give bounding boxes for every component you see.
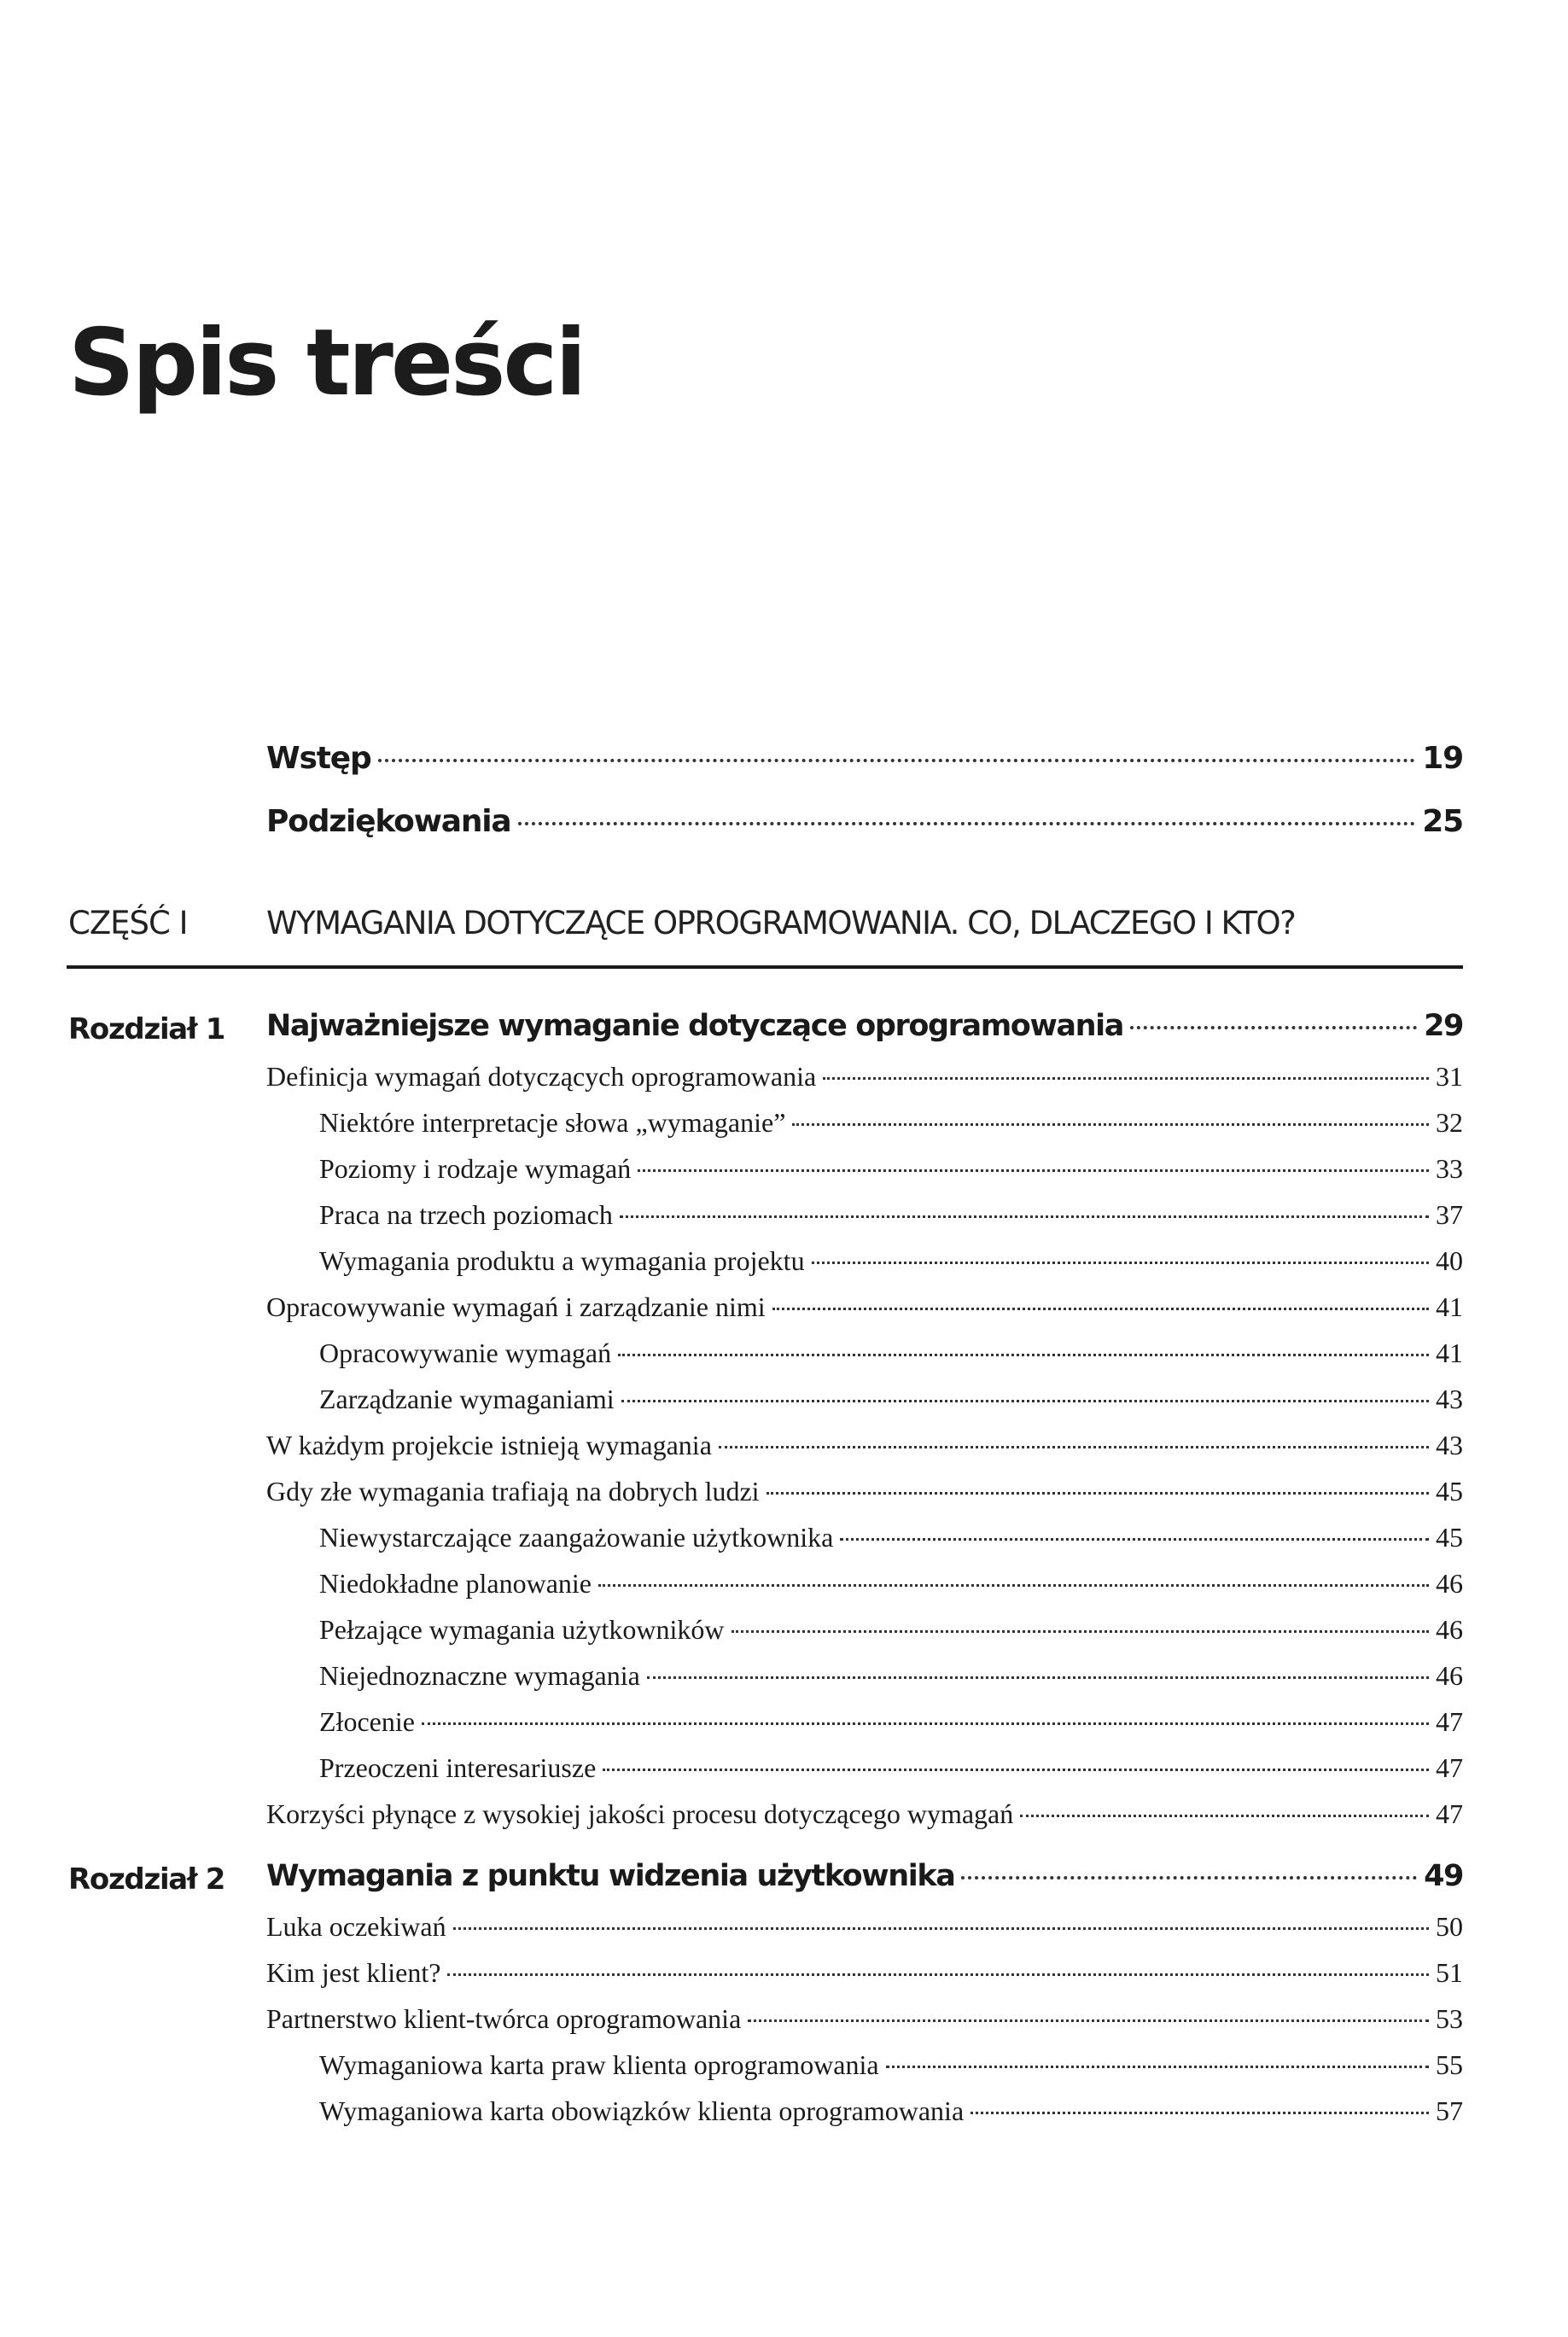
section-title: Opracowywanie wymagań i zarządzanie nimi (266, 1291, 766, 1322)
toc-entry-title: Wstęp (266, 741, 371, 776)
dot-leader (1020, 1815, 1429, 1817)
chapter-page: 49 (1424, 1859, 1463, 1893)
dot-leader (823, 1077, 1429, 1080)
section-page: 31 (1436, 1061, 1463, 1092)
toc-section[interactable] (266, 1476, 1463, 1513)
section-title: Niejednoznaczne wymagania (319, 1660, 640, 1691)
dot-leader (1130, 1026, 1417, 1029)
dot-leader (621, 1400, 1429, 1402)
section-page: 43 (1436, 1430, 1463, 1460)
dot-leader (971, 2112, 1429, 2114)
section-title: Wymaganiowa karta praw klienta oprogramowania (319, 2049, 879, 2080)
toc-entry-wstep[interactable] (266, 741, 1463, 784)
section-page: 43 (1436, 1384, 1463, 1414)
chapter-label: Rozdział 1 (68, 1012, 225, 1046)
toc-subsection[interactable] (319, 1384, 1463, 1421)
section-page: 50 (1436, 1911, 1463, 1942)
section-title: Poziomy i rodzaje wymagań (319, 1153, 632, 1184)
dot-leader (767, 1492, 1429, 1495)
toc-section[interactable] (266, 2003, 1463, 2041)
toc-section[interactable] (266, 1957, 1463, 1995)
section-page: 41 (1436, 1338, 1463, 1368)
toc-section[interactable] (266, 1911, 1463, 1949)
section-title: Definicja wymagań dotyczących oprogramowania (266, 1061, 817, 1092)
toc-subsection[interactable] (319, 1522, 1463, 1559)
section-page: 37 (1436, 1199, 1463, 1230)
dot-leader (618, 1354, 1429, 1356)
dot-leader (518, 822, 1416, 825)
section-title: W każdym projekcie istnieją wymagania (266, 1430, 712, 1460)
section-title: Pełzające wymagania użytkowników (319, 1614, 725, 1645)
chapter-label: Rozdział 2 (68, 1862, 225, 1897)
toc-subsection[interactable] (319, 1614, 1463, 1652)
section-title: Praca na trzech poziomach (319, 1199, 613, 1230)
section-page: 41 (1436, 1291, 1463, 1322)
dot-leader (603, 1769, 1429, 1771)
dot-leader (792, 1123, 1429, 1126)
toc-subsection[interactable] (319, 1245, 1463, 1283)
section-page: 46 (1436, 1660, 1463, 1691)
section-title: Opracowywanie wymagań (319, 1338, 612, 1368)
section-page: 46 (1436, 1614, 1463, 1645)
chapter-title: Wymagania z punktu widzenia użytkownika (266, 1859, 955, 1893)
dot-leader (647, 1676, 1429, 1679)
dot-leader (620, 1215, 1429, 1218)
section-page: 40 (1436, 1245, 1463, 1276)
section-title: Luka oczekiwań (266, 1911, 446, 1942)
toc-entry-title: Podziękowania (266, 804, 511, 839)
toc-subsection[interactable] (319, 2049, 1463, 2087)
section-page: 32 (1436, 1107, 1463, 1138)
section-page: 47 (1436, 1798, 1463, 1829)
dot-leader (422, 1722, 1429, 1725)
section-page: 47 (1436, 1706, 1463, 1737)
section-title: Złocenie (319, 1706, 415, 1737)
toc-subsection[interactable] (319, 1568, 1463, 1606)
dot-leader (598, 1584, 1429, 1587)
dot-leader (378, 759, 1416, 762)
part-divider (67, 965, 1463, 969)
section-title: Kim jest klient? (266, 1957, 441, 1988)
section-title: Zarządzanie wymaganiami (319, 1384, 615, 1414)
section-title: Niewystarczające zaangażowanie użytkownika (319, 1522, 834, 1553)
toc-section[interactable] (266, 1798, 1463, 1836)
dot-leader (961, 1876, 1417, 1880)
section-page: 33 (1436, 1153, 1463, 1184)
toc-subsection[interactable] (319, 2095, 1463, 2133)
toc-subsection[interactable] (319, 1752, 1463, 1790)
toc-subsection[interactable] (319, 1199, 1463, 1237)
toc-subsection[interactable] (319, 1107, 1463, 1145)
toc-entry-podziekowania[interactable] (266, 804, 1463, 847)
section-title: Gdy złe wymagania trafiają na dobrych ludzi (266, 1476, 760, 1507)
dot-leader (748, 2019, 1429, 2022)
dot-leader (732, 1630, 1430, 1633)
section-title: Wymagania produktu a wymagania projektu (319, 1245, 805, 1276)
section-title: Niektóre interpretacje słowa „wymaganie” (319, 1107, 786, 1138)
section-title: Niedokładne planowanie (319, 1568, 592, 1599)
section-page: 51 (1436, 1957, 1463, 1988)
toc-section[interactable] (266, 1430, 1463, 1467)
dot-leader (638, 1169, 1429, 1172)
toc-subsection[interactable] (319, 1706, 1463, 1744)
dot-leader (719, 1446, 1429, 1448)
part-label: CZĘŚĆ I (68, 905, 188, 941)
section-title: Przeoczeni interesariusze (319, 1752, 597, 1783)
part-title[interactable]: WYMAGANIA DOTYCZĄCE OPROGRAMOWANIA. CO, DLACZEGO I KTO? (266, 905, 1296, 941)
chapter-entry[interactable] (266, 1859, 1463, 1902)
section-page: 46 (1436, 1568, 1463, 1599)
dot-leader (812, 1262, 1429, 1264)
toc-section[interactable] (266, 1291, 1463, 1329)
dot-leader (772, 1308, 1429, 1310)
section-page: 45 (1436, 1476, 1463, 1507)
section-page: 53 (1436, 2003, 1463, 2034)
toc-section[interactable] (266, 1061, 1463, 1099)
dot-leader (447, 1973, 1429, 1976)
chapter-entry[interactable] (266, 1009, 1463, 1052)
dot-leader (453, 1927, 1429, 1930)
toc-entry-page: 25 (1422, 804, 1463, 839)
chapter-title: Najważniejsze wymaganie dotyczące oprogramowania (266, 1009, 1123, 1043)
toc-entry-page: 19 (1422, 741, 1463, 776)
section-title: Korzyści płynące z wysokiej jakości procesu dotyczącego wymagań (266, 1798, 1014, 1829)
chapter-page: 29 (1424, 1009, 1463, 1043)
dot-leader (886, 2066, 1429, 2068)
page-title: Spis treści (68, 310, 585, 417)
section-page: 55 (1436, 2049, 1463, 2080)
section-page: 57 (1436, 2095, 1463, 2126)
section-page: 45 (1436, 1522, 1463, 1553)
dot-leader (840, 1538, 1429, 1541)
section-title: Wymaganiowa karta obowiązków klienta oprogramowania (319, 2095, 965, 2126)
toc-subsection[interactable] (319, 1660, 1463, 1698)
section-page: 47 (1436, 1752, 1463, 1783)
toc-subsection[interactable] (319, 1338, 1463, 1375)
toc-subsection[interactable] (319, 1153, 1463, 1191)
section-title: Partnerstwo klient-twórca oprogramowania (266, 2003, 742, 2034)
